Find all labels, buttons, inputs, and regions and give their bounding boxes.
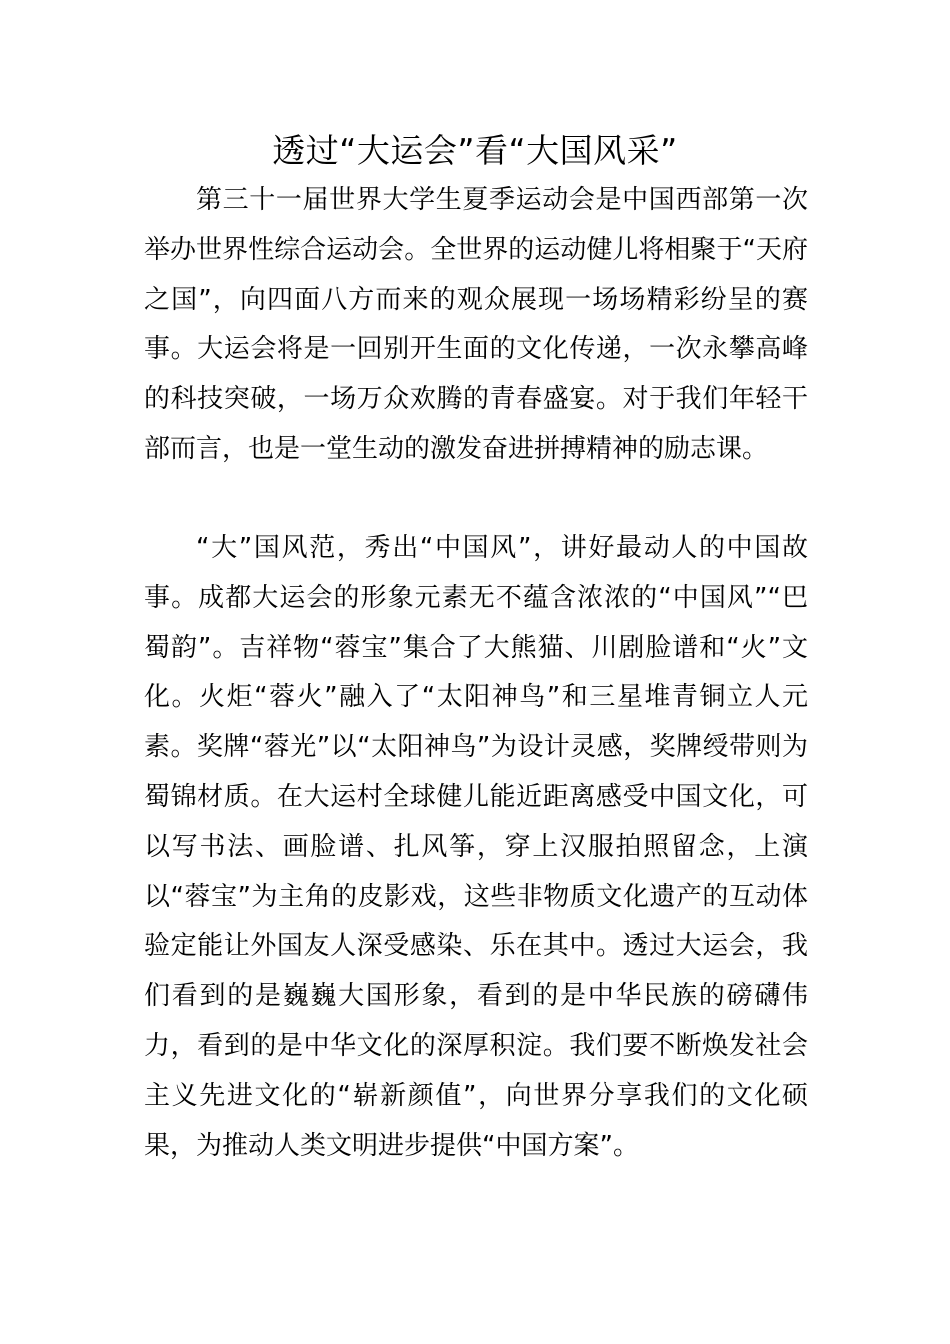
document-title: 透过“大运会”看“大国风采”	[272, 131, 678, 170]
paragraph-chinese-style: “大”国风范，秀出“中国风”，讲好最动人的中国故事。成都大运会的形象元素无不蕴含浓浓的“中国风”“巴蜀韵”。吉祥物“蓉宝”集合了大熊猫、川剧脸谱和“火”文化。火炬“蓉火”融入了“太阳神鸟”和三星堆青铜立人元素。奖牌“蓉光”以“太阳神鸟”为设计灵感，奖牌绶带则为蜀锦材质。在大运村全球健儿能近距离感受中国文化，可以写书法、画脸谱、扎风筝，穿上汉服拍照留念，上演以“蓉宝”为主角的皮影戏，这些非物质文化遗产的互动体验定能让外国友人深受感染、乐在其中。透过大运会，我们看到的是巍巍大国形象，看到的是中华民族的磅礴伟力，看到的是中华文化的深厚积淀。我们要不断焕发社会主义先进文化的“崭新颜值”，向世界分享我们的文化硕果，为推动人类文明进步提供“中国方案”。	[144, 533, 808, 1161]
paragraph-intro: 第三十一届世界大学生夏季运动会是中国西部第一次举办世界性综合运动会。全世界的运动健儿将相聚于“天府之国”，向四面八方而来的观众展现一场场精彩纷呈的赛事。大运会将是一回别开生面的文化传递，一次永攀高峰的科技突破，一场万众欢腾的青春盛宴。对于我们年轻干部而言，也是一堂生动的激发奋进拼搏精神的励志课。	[144, 185, 808, 464]
